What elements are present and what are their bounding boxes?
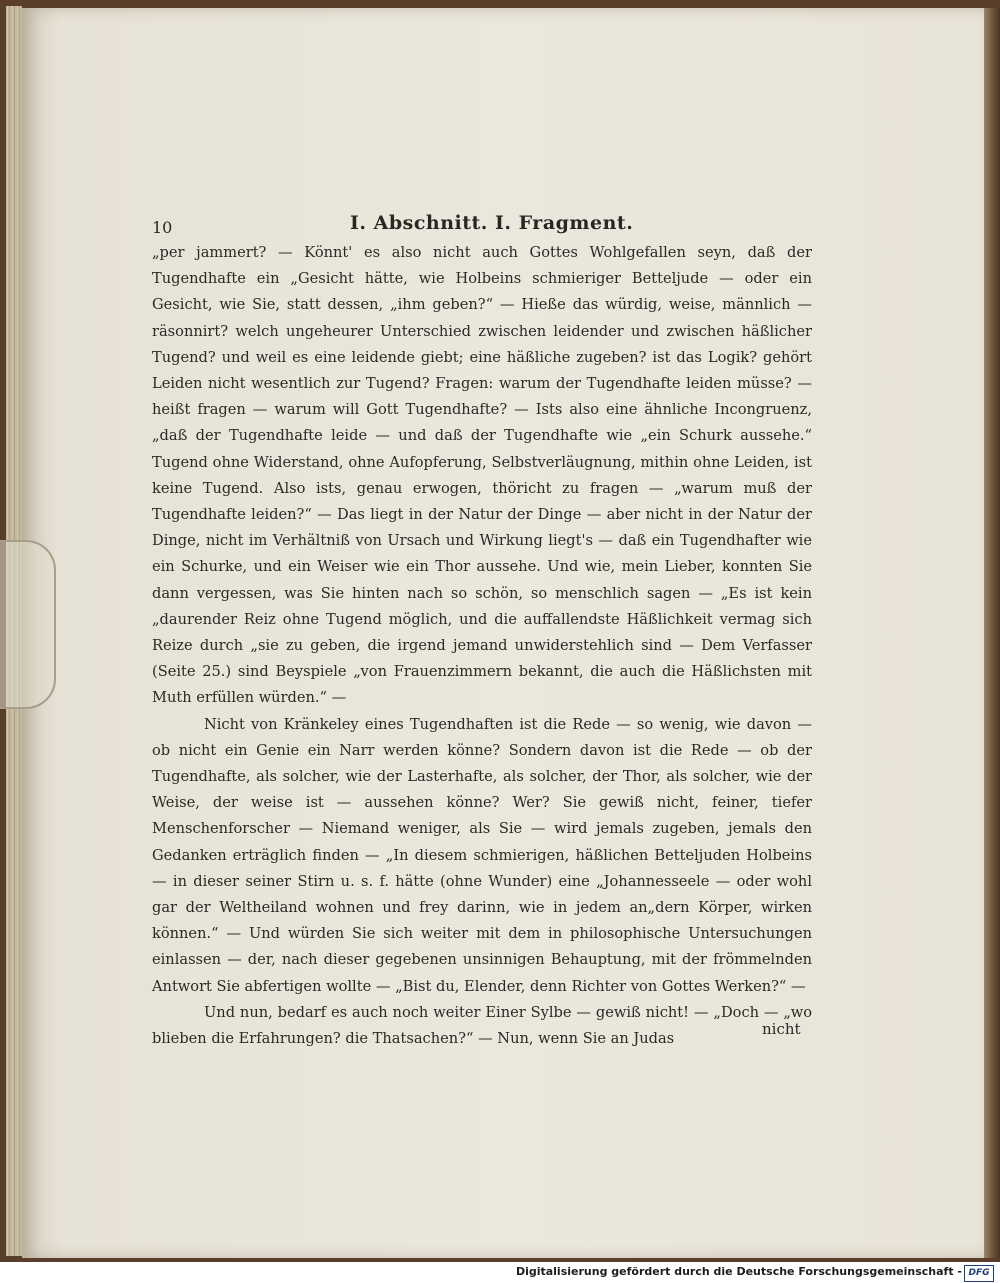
catchword: nicht	[762, 1020, 801, 1038]
paragraph-1: „per jammert? — Könnt' es also nicht auch Gottes Wohlgefallen seyn, daß der Tugendhafte ein „Gesicht hätte, wie Holbeins schmieriger Betteljude — oder ein Gesicht, wie Sie, statt dessen, „ihm geben?“ — Hieße das würdig, weise, männlich — räsonnirt? welch ungeheurer Unterschied zwischen leidender und zwischen häßlicher Tugend? und weil es eine leidende giebt; eine häßliche zugeben? ist das Logik? gehört Leiden nicht wesentlich zur Tugend? Fragen: warum der Tugendhafte leiden müsse? — heißt fragen — warum will Gott Tugendhafte? — Ists also eine ähnliche Incongruenz, „daß der Tugendhafte leide — und daß der Tugendhafte wie „ein Schurk aussehe.“ Tugend ohne Widerstand, ohne Aufopferung, Selbstverläugnung, mithin ohne Leiden, ist keine Tugend. Also ists, genau erwogen, thöricht zu fragen — „warum muß der Tugendhafte leiden?“ — Das liegt in der Natur der Dinge — aber nicht in der Natur der Dinge, nicht im Verhältniß von Ursach und Wirkung liegt's — daß ein Tugendhafter wie ein Schurke, und ein Weiser wie ein Thor aussehe. Und wie, mein Lieber, konnten Sie dann vergessen, was Sie hinten nach so schön, so menschlich sagen — „Es ist kein „daurender Reiz ohne Tugend möglich, und die auffallendste Häßlichkeit vermag sich Reize durch „sie zu geben, die irgend jemand unwiderstehlich sind — Dem Verfasser (Seite 25.) sind Beyspiele „von Frauenzimmern bekannt, die auch die Häßlichsten mit Muth erfüllen würden.“ —	[152, 244, 812, 707]
paragraph-3: Und nun, bedarf es auch noch weiter Einer Sylbe — gewiß nicht! — „Doch — „wo blieben die Erfahrungen? die Thatsachen?“ — Nun, wenn Sie an Judas	[152, 1003, 812, 1048]
running-head: I. Abschnitt. I. Fragment.	[350, 212, 634, 234]
body-text	[152, 240, 812, 1052]
footer-bar	[0, 1262, 1000, 1283]
paper-clip	[0, 540, 56, 709]
page-number: 10	[152, 218, 173, 237]
funding-notice: Digitalisierung gefördert durch die Deutsche Forschungsgemeinschaft -	[515, 1265, 962, 1278]
paragraph-2: Nicht von Kränkeley eines Tugendhaften ist die Rede — so wenig, wie davon — ob nicht ein Genie ein Narr werden könne? Sondern davon ist die Rede — ob der Tugendhafte, als solcher, wie der Lasterhafte, als solcher, der Thor, als solcher, wie der Weise, der weise ist — aussehen könne? Wer? Sie gewiß nicht, feiner, tiefer Menschenforscher — Niemand weniger, als Sie — wird jemals zugeben, jemals den Gedanken erträglich finden — „In diesem schmierigen, häßlichen Betteljuden Holbeins — in dieser seiner Stirn u. s. f. hätte (ohne Wunder) eine „Johannesseele — oder wohl gar der Weltheiland wohnen und frey darinn, wie in jedem an„dern Körper, wirken können.“ — Und würden Sie sich weiter mit dem in philosophische Untersuchungen einlassen — der, nach dieser gegebenen unsinnigen Behauptung, mit der frömmelnden Antwort Sie abfertigen wollte — „Bist du, Elender, denn Richter von Gottes Werken?“ —	[152, 715, 812, 995]
book-cover-edge	[984, 8, 1000, 1258]
dfg-logo-icon: DFG	[964, 1265, 994, 1282]
